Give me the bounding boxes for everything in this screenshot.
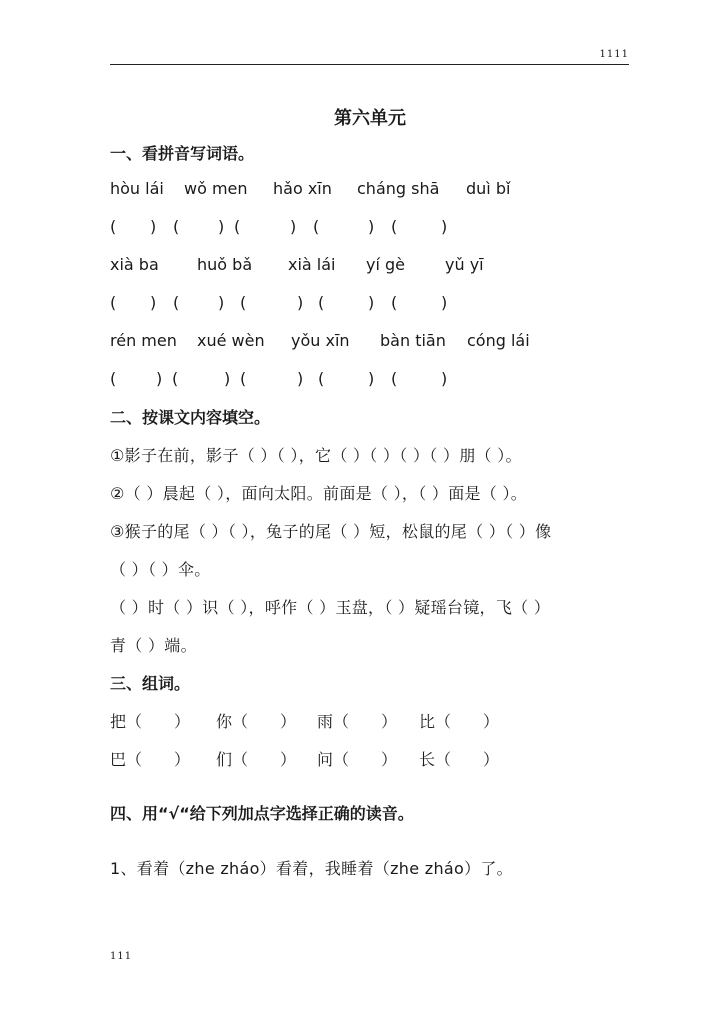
fill-line-5: （ ）时（ ）识（ ），呼作（ ）玉盘，（ ）疑瑶台镜，飞（ ） [110,598,551,617]
answer-paren: ( [173,293,180,312]
answer-paren: ) [150,293,157,312]
pinyin-word: cháng shā [357,179,440,198]
unit-title: 第六单元 [334,108,406,129]
word-item: 比（ ） [419,712,500,731]
answer-paren: ) [441,217,448,236]
pinyin-word: xià ba [110,255,159,274]
answer-paren: ) [297,293,304,312]
answer-paren: ) [368,217,375,236]
word-item: 问（ ） [317,750,398,769]
answer-paren: ) [297,369,304,388]
fill-line-2: ②（ ）晨起（ ），面向太阳。前面是（ ），（ ）面是（ ）。 [110,484,528,503]
fill-line-6: 青（ ）端。 [110,636,197,655]
answer-paren: ( [318,293,325,312]
answer-paren: ( [110,369,117,388]
answer-paren: ) [368,293,375,312]
word-item: 长（ ） [419,750,500,769]
footer-page-number: 111 [110,951,133,962]
pinyin-word: duì bǐ [466,179,511,198]
pinyin-word: xué wèn [197,331,265,350]
answer-paren: ) [150,217,157,236]
pinyin-word: hǎo xīn [273,179,332,198]
word-item: 巴（ ） [110,750,191,769]
header-rule [110,64,629,65]
pinyin-word: yí gè [366,255,405,274]
fill-line-3: ③猴子的尾（ ）（ ），兔子的尾（ ）短，松鼠的尾（ ）（ ）像 [110,522,552,541]
pinyin-word: wǒ men [184,179,248,198]
pinyin-word: yǔ yī [445,255,484,274]
fill-line-1: ①影子在前，影子（ ）（ ），它（ ）（ ）（ ）（ ）朋（ ）。 [110,446,522,465]
answer-paren: ( [110,293,117,312]
answer-paren: ( [240,369,247,388]
pinyin-word: yǒu xīn [291,331,350,350]
section1-heading: 一、看拼音写词语。 [110,144,255,163]
pinyin-word: cóng lái [467,331,530,350]
answer-paren: ( [234,217,241,236]
section4-heading: 四、用“√“给下列加点字选择正确的读音。 [110,804,414,823]
fill-line-4: （ ）（ ）伞。 [110,560,211,579]
section3-heading: 三、组词。 [110,674,191,693]
answer-paren: ( [110,217,117,236]
pinyin-word: bàn tiān [380,331,446,350]
word-item: 雨（ ） [317,712,398,731]
word-item: 你（ ） [216,712,297,731]
reading-question-1: 1、看着（zhe zháo）看着，我睡着（zhe zháo）了。 [110,859,513,878]
answer-paren: ) [218,217,225,236]
answer-paren: ( [172,369,179,388]
word-item: 把（ ） [110,712,191,731]
answer-paren: ( [391,217,398,236]
answer-paren: ) [290,217,297,236]
section2-heading: 二、按课文内容填空。 [110,408,271,427]
answer-paren: ( [391,369,398,388]
answer-paren: ) [441,369,448,388]
answer-paren: ( [318,369,325,388]
answer-paren: ) [441,293,448,312]
answer-paren: ) [224,369,231,388]
answer-paren: ( [391,293,398,312]
answer-paren: ) [368,369,375,388]
pinyin-word: hòu lái [110,179,164,198]
answer-paren: ( [240,293,247,312]
answer-paren: ( [173,217,180,236]
answer-paren: ) [156,369,163,388]
word-item: 们（ ） [216,750,297,769]
pinyin-word: rén men [110,331,177,350]
answer-paren: ) [218,293,225,312]
pinyin-word: xià lái [288,255,336,274]
answer-paren: ( [313,217,320,236]
header-page-number: 1111 [599,49,629,60]
pinyin-word: huǒ bǎ [197,255,253,274]
